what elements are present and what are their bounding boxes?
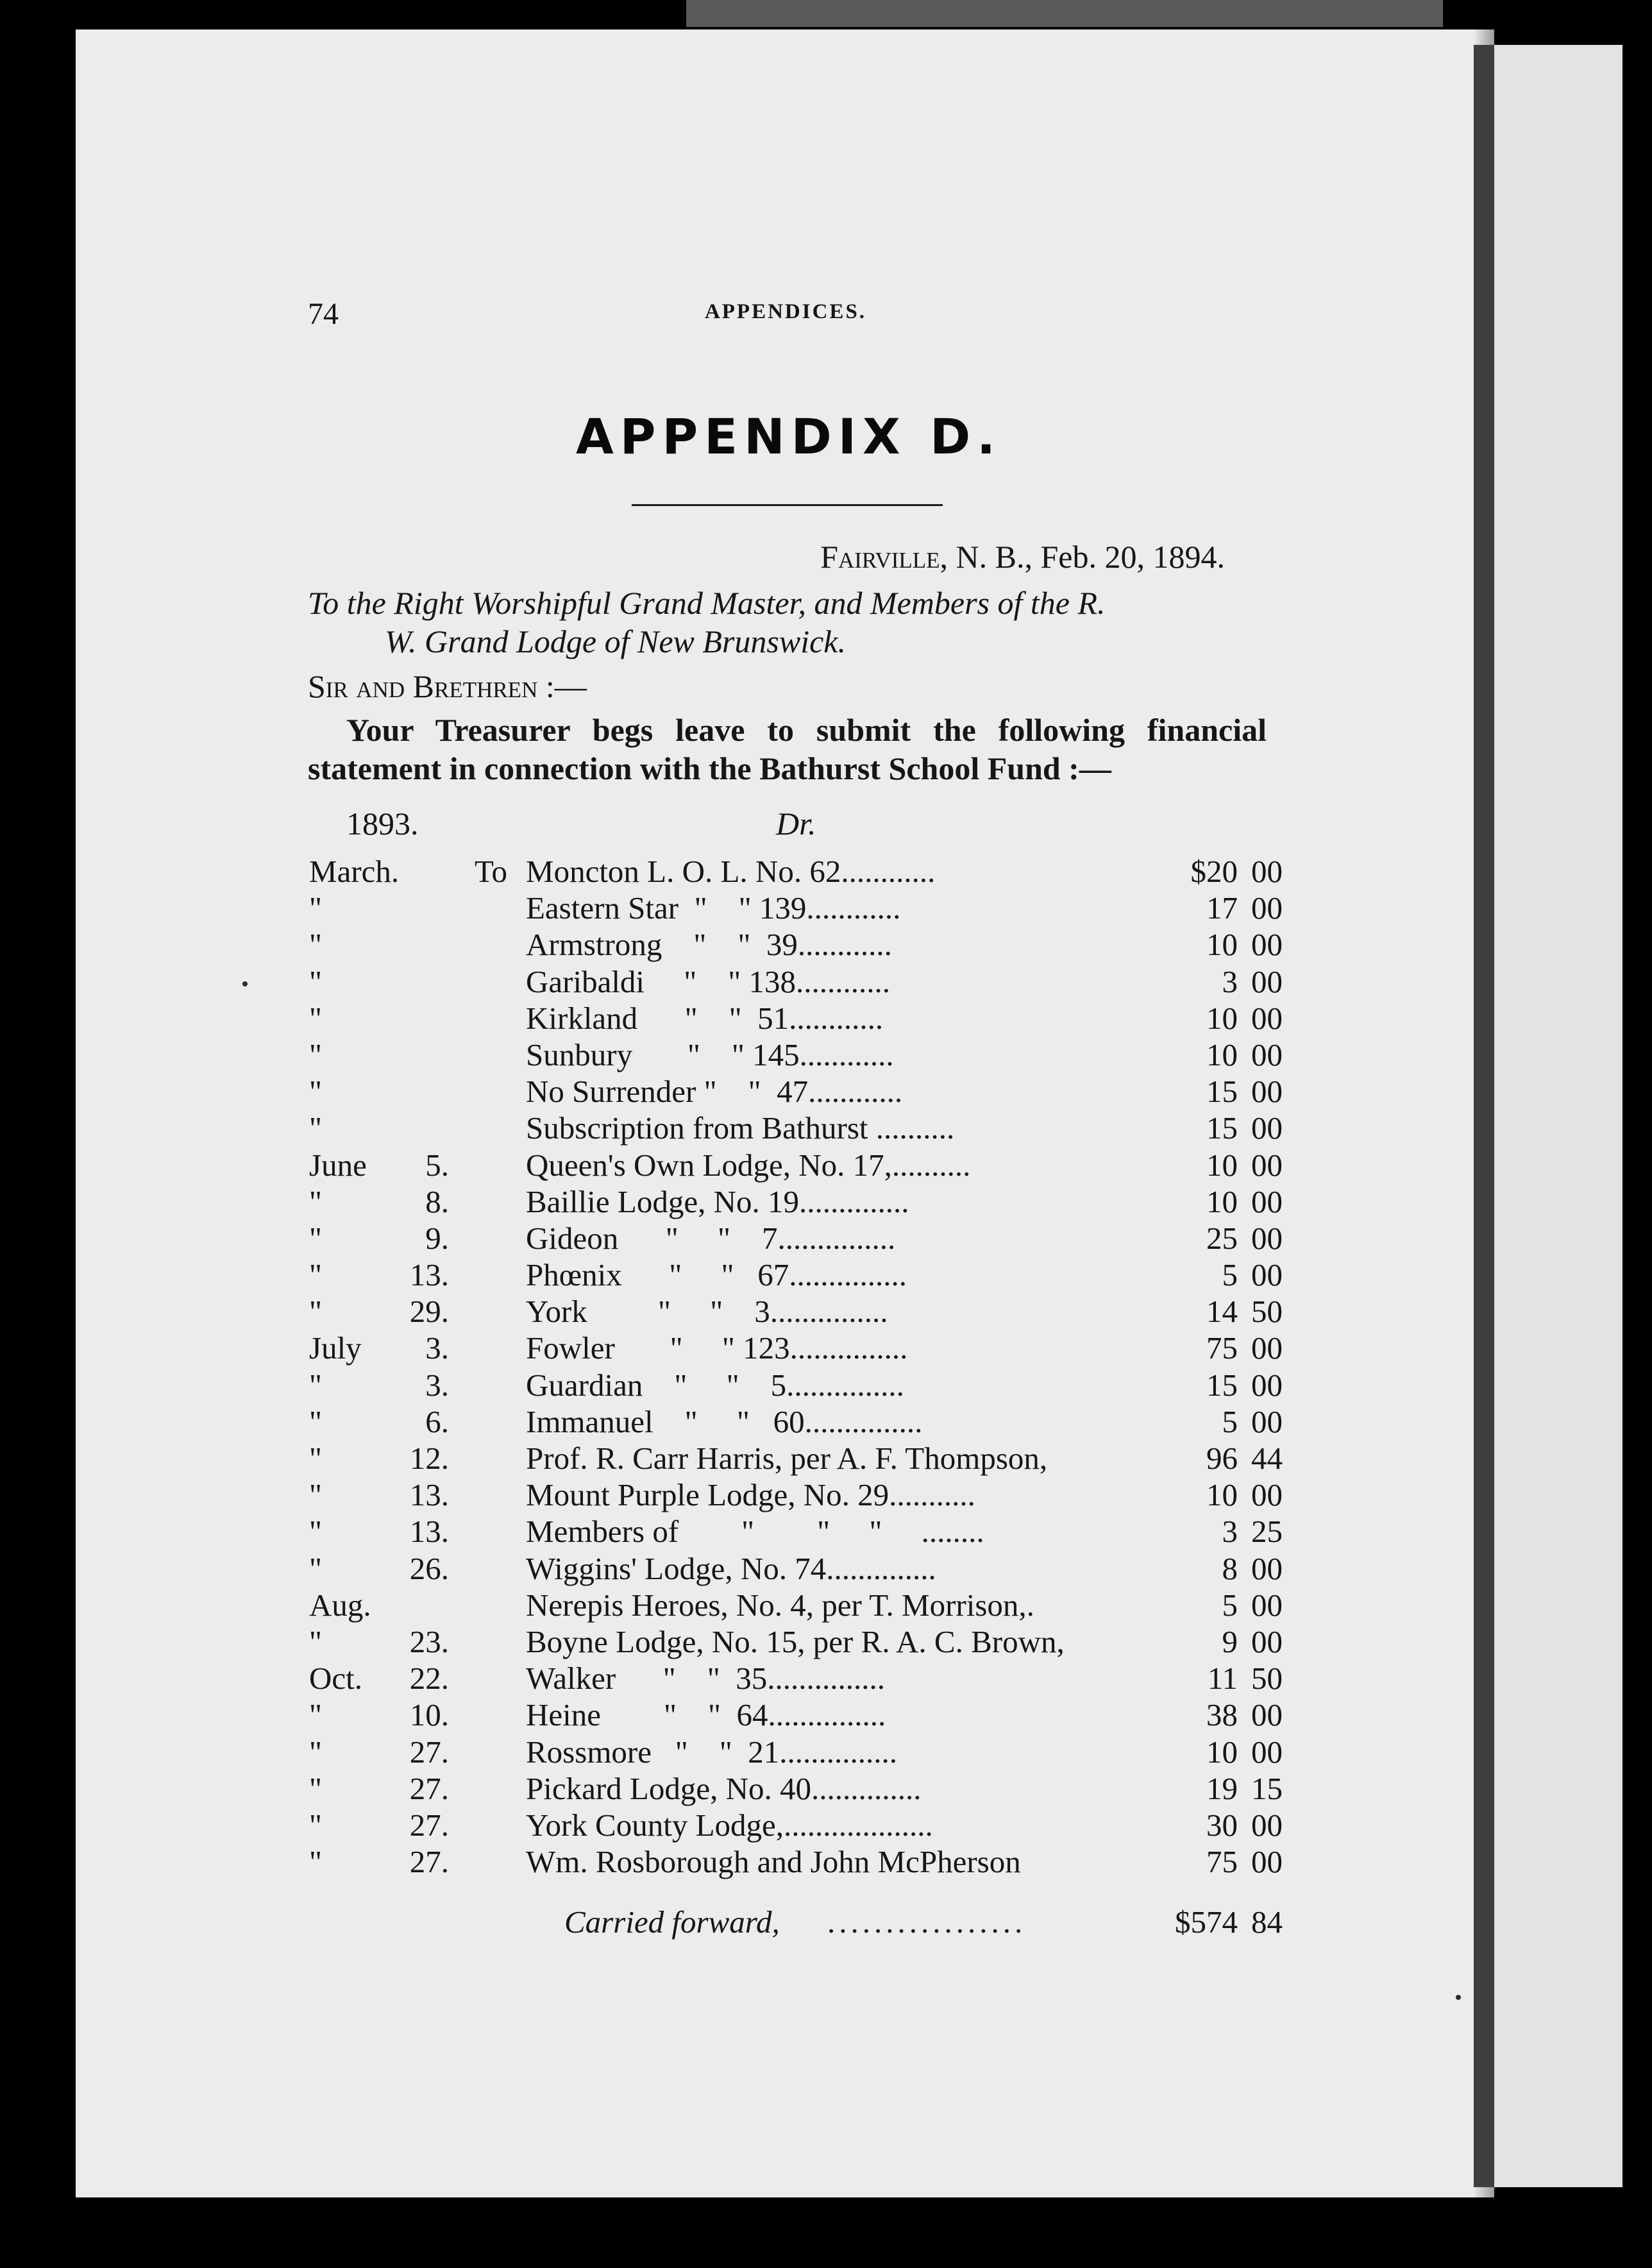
- ledger-row: [308, 1770, 1283, 1807]
- ledger-cents: 00: [1251, 1697, 1283, 1733]
- ledger-dollars: $20: [1190, 854, 1238, 889]
- ledger-description: Subscription from Bathurst ..........: [526, 1110, 955, 1146]
- ledger-month: ": [309, 1623, 323, 1659]
- ledger-row: [308, 1623, 1283, 1660]
- ledger-cents: 00: [1251, 1330, 1283, 1366]
- ledger-row: [308, 1734, 1283, 1770]
- ledger-dollars: 9: [1222, 1623, 1238, 1659]
- ledger-day: 12.: [409, 1441, 449, 1476]
- ledger-cents: 00: [1251, 1844, 1283, 1880]
- ledger-dollars: 10: [1206, 1734, 1238, 1770]
- ledger-cents: 00: [1251, 1587, 1283, 1623]
- ledger-description: Armstrong " " 39............: [526, 927, 892, 963]
- page-number: 74: [308, 297, 339, 331]
- ledger-row: [308, 1330, 1283, 1366]
- ledger-row: [308, 1220, 1283, 1257]
- ledger-dollars: 10: [1206, 1147, 1238, 1183]
- running-title: APPENDICES.: [704, 300, 867, 323]
- ledger-month: ": [309, 1183, 323, 1219]
- ledger-cents: 00: [1251, 1220, 1283, 1256]
- ledger-month: ": [309, 1514, 323, 1550]
- ledger-dollars: 5: [1222, 1587, 1238, 1623]
- ledger-month: ": [309, 1294, 323, 1330]
- ledger-month: ": [309, 1734, 323, 1770]
- ledger-dollars: 10: [1206, 1037, 1238, 1072]
- ledger-description: Garibaldi " " 138............: [526, 963, 891, 999]
- ledger-row: [308, 1587, 1283, 1623]
- ledger-cents: 00: [1251, 1110, 1283, 1146]
- ledger-cents: 44: [1251, 1441, 1283, 1476]
- intro-text: Your Treasurer begs leave to submit the following financial statement in connection with the Bathurst School Fund :—: [308, 712, 1267, 786]
- ledger-dollars: 14: [1206, 1294, 1238, 1330]
- ledger-cents: 00: [1251, 1807, 1283, 1843]
- ledger-month: March.: [309, 854, 400, 889]
- ledger-dollars: 96: [1206, 1441, 1238, 1476]
- ledger-dollars: 17: [1206, 890, 1238, 926]
- ledger-dollars: 11: [1207, 1661, 1238, 1697]
- ledger-dollars: 10: [1206, 1477, 1238, 1513]
- ledger-description: Guardian " " 5...............: [526, 1367, 904, 1403]
- ledger-description: Phœnix " " 67...............: [526, 1257, 907, 1293]
- dateline-date: , N. B., Feb. 20, 1894.: [940, 539, 1225, 575]
- ledger-cents: 00: [1251, 1734, 1283, 1770]
- ledger-cents: 00: [1251, 890, 1283, 926]
- ledger-day: 13.: [409, 1477, 449, 1513]
- ledger-day: 8.: [425, 1183, 449, 1219]
- ledger-cents: 00: [1251, 1623, 1283, 1659]
- ledger-day: 29.: [409, 1294, 449, 1330]
- ledger-month: ": [309, 890, 323, 926]
- ledger-day: 3.: [425, 1330, 449, 1366]
- ledger-month: ": [309, 1697, 323, 1733]
- ledger-dollars: 30: [1206, 1807, 1238, 1843]
- ledger-month: ": [309, 1367, 323, 1403]
- ledger-description: Mount Purple Lodge, No. 29...........: [526, 1477, 975, 1513]
- ledger-description: Sunbury " " 145............: [526, 1037, 894, 1072]
- next-page-edge: [1474, 45, 1496, 2187]
- ledger-description: York " " 3...............: [526, 1294, 888, 1330]
- ledger-description: Immanuel " " 60...............: [526, 1403, 923, 1439]
- carried-forward-row: [308, 1904, 1283, 1942]
- ledger-row: [308, 1660, 1283, 1697]
- ledger-description: Fowler " " 123...............: [526, 1330, 908, 1366]
- ledger-day: 6.: [425, 1403, 449, 1439]
- ledger-cents: 00: [1251, 1000, 1283, 1036]
- ledger-dollars: 3: [1222, 963, 1238, 999]
- ledger-row: [308, 1147, 1283, 1183]
- ledger-description: Boyne Lodge, No. 15, per R. A. C. Brown,: [526, 1623, 1065, 1659]
- ledger-cents: 15: [1251, 1770, 1283, 1806]
- dateline: [308, 537, 1270, 576]
- ledger-day: 27.: [409, 1770, 449, 1806]
- print-speck: [1456, 1995, 1461, 2000]
- ledger-month: ": [309, 1403, 323, 1439]
- ledger-description: Heine " " 64...............: [526, 1697, 886, 1733]
- ledger-description: Nerepis Heroes, No. 4, per T. Morrison,.: [526, 1587, 1034, 1623]
- carried-forward-cents: 84: [1251, 1904, 1283, 1940]
- ledger-month: ": [309, 1441, 323, 1476]
- appendix-title: APPENDIX D.: [575, 408, 1002, 465]
- ledger-month: July: [309, 1330, 362, 1366]
- scan-background-strip: [686, 0, 1443, 27]
- ledger-description: Prof. R. Carr Harris, per A. F. Thompson,: [526, 1441, 1048, 1476]
- address-line-1: To the Right Worshipful Grand Master, and Members of the R.: [308, 585, 1106, 621]
- ledger-month: ": [309, 1807, 323, 1843]
- title-rule: [632, 504, 943, 506]
- ledger-row: [308, 1367, 1283, 1403]
- ledger-description: Eastern Star " " 139............: [526, 890, 901, 926]
- ledger-row: [308, 963, 1283, 1000]
- ledger-dollars: 15: [1206, 1367, 1238, 1403]
- ledger-dollars: 3: [1222, 1514, 1238, 1550]
- ledger-dollars: 10: [1206, 927, 1238, 963]
- ledger-cents: 00: [1251, 927, 1283, 963]
- carried-forward-leader: .................: [827, 1904, 1027, 1940]
- ledger-table: [308, 853, 1283, 1880]
- ledger-description: Baillie Lodge, No. 19..............: [526, 1183, 909, 1219]
- ledger-row: [308, 1440, 1283, 1477]
- ledger-description: Queen's Own Lodge, No. 17,..........: [526, 1147, 971, 1183]
- ledger-day: 26.: [409, 1550, 449, 1586]
- ledger-row: [308, 1257, 1283, 1293]
- ledger-day: 27.: [409, 1734, 449, 1770]
- ledger-month: Oct.: [309, 1661, 362, 1697]
- ledger-day: 27.: [409, 1844, 449, 1880]
- salutation: Sir and Brethren :—: [308, 668, 587, 704]
- ledger-dollars: 25: [1206, 1220, 1238, 1256]
- ledger-to: To: [475, 854, 508, 889]
- ledger-cents: 00: [1251, 1037, 1283, 1072]
- ledger-month: ": [309, 1074, 323, 1110]
- ledger-cents: 00: [1251, 1147, 1283, 1183]
- ledger-month: ": [309, 1844, 323, 1880]
- ledger-row: [308, 1807, 1283, 1843]
- ledger-dollars: 38: [1206, 1697, 1238, 1733]
- ledger-cents: 00: [1251, 1477, 1283, 1513]
- ledger-dollars: 10: [1206, 1000, 1238, 1036]
- ledger-day: 3.: [425, 1367, 449, 1403]
- ledger-month: ": [309, 927, 323, 963]
- ledger-month: ": [309, 1220, 323, 1256]
- ledger-row: [308, 1550, 1283, 1587]
- ledger-row: [308, 1293, 1283, 1330]
- ledger-month: ": [309, 1110, 323, 1146]
- carried-forward-dollars: $574: [1175, 1904, 1238, 1940]
- ledger-dollars: 5: [1222, 1403, 1238, 1439]
- ledger-row: [308, 926, 1283, 963]
- ledger-day: 27.: [409, 1807, 449, 1843]
- ledger-dollars: 15: [1206, 1074, 1238, 1110]
- ledger-description: Pickard Lodge, No. 40..............: [526, 1770, 922, 1806]
- ledger-row: [308, 853, 1283, 890]
- ledger-dollars: 19: [1206, 1770, 1238, 1806]
- ledger-cents: 00: [1251, 854, 1283, 889]
- ledger-description: Wm. Rosborough and John McPherson: [526, 1844, 1021, 1880]
- ledger-description: Walker " " 35...............: [526, 1661, 886, 1697]
- ledger-month: ": [309, 1770, 323, 1806]
- ledger-cents: 25: [1251, 1514, 1283, 1550]
- ledger-day: 13.: [409, 1514, 449, 1550]
- ledger-month: ": [309, 1550, 323, 1586]
- ledger-day: 22.: [409, 1661, 449, 1697]
- intro-paragraph: [308, 711, 1267, 788]
- ledger-row: [308, 1110, 1283, 1146]
- ledger-row: [308, 1843, 1283, 1880]
- ledger-description: Moncton L. O. L. No. 62............: [526, 854, 936, 889]
- ledger-debit-label: Dr.: [776, 806, 816, 842]
- ledger-description: No Surrender " " 47............: [526, 1074, 903, 1110]
- ledger-month: ": [309, 963, 323, 999]
- ledger-month: ": [309, 1257, 323, 1293]
- ledger-row: [308, 1037, 1283, 1073]
- ledger-day: 10.: [409, 1697, 449, 1733]
- ledger-day: 13.: [409, 1257, 449, 1293]
- ledger-row: [308, 1183, 1283, 1220]
- ledger-dollars: 15: [1206, 1110, 1238, 1146]
- ledger-description: Rossmore " " 21...............: [526, 1734, 898, 1770]
- ledger-description: Members of " " " ........: [526, 1514, 984, 1550]
- ledger-year: 1893.: [346, 806, 419, 842]
- print-speck: [242, 981, 248, 986]
- ledger-cents: 00: [1251, 1550, 1283, 1586]
- ledger-month: ": [309, 1037, 323, 1072]
- ledger-cents: 00: [1251, 963, 1283, 999]
- ledger-cents: 50: [1251, 1294, 1283, 1330]
- ledger-description: Kirkland " " 51............: [526, 1000, 884, 1036]
- adjacent-page: [1494, 45, 1622, 2187]
- ledger-cents: 00: [1251, 1257, 1283, 1293]
- ledger-dollars: 75: [1206, 1844, 1238, 1880]
- carried-forward-label: Carried forward,: [564, 1904, 780, 1940]
- ledger-cents: 50: [1251, 1661, 1283, 1697]
- ledger-row: [308, 1513, 1283, 1550]
- ledger-row: [308, 1477, 1283, 1513]
- ledger-month: June: [309, 1147, 367, 1183]
- ledger-dollars: 75: [1206, 1330, 1238, 1366]
- ledger-day: 23.: [409, 1623, 449, 1659]
- ledger-cents: 00: [1251, 1183, 1283, 1219]
- ledger-dollars: 10: [1206, 1183, 1238, 1219]
- ledger-day: 5.: [425, 1147, 449, 1183]
- ledger-row: [308, 890, 1283, 926]
- ledger-day: 9.: [425, 1220, 449, 1256]
- ledger-cents: 00: [1251, 1403, 1283, 1439]
- address-line-2: W. Grand Lodge of New Brunswick.: [385, 623, 846, 659]
- dateline-place: Fairville: [820, 539, 940, 575]
- ledger-row: [308, 1000, 1283, 1037]
- ledger-row: [308, 1697, 1283, 1733]
- running-head: [308, 296, 1263, 335]
- ledger-cents: 00: [1251, 1074, 1283, 1110]
- ledger-description: Gideon " " 7...............: [526, 1220, 896, 1256]
- ledger-description: Wiggins' Lodge, No. 74..............: [526, 1550, 936, 1586]
- ledger-description: York County Lodge,...................: [526, 1807, 933, 1843]
- ledger-row: [308, 1073, 1283, 1110]
- ledger-dollars: 8: [1222, 1550, 1238, 1586]
- address-block: [308, 584, 1276, 661]
- ledger-header: [308, 804, 1270, 843]
- ledger-dollars: 5: [1222, 1257, 1238, 1293]
- ledger-month: Aug.: [309, 1587, 371, 1623]
- ledger-month: ": [309, 1477, 323, 1513]
- ledger-cents: 00: [1251, 1367, 1283, 1403]
- ledger-row: [308, 1403, 1283, 1440]
- ledger-month: ": [309, 1000, 323, 1036]
